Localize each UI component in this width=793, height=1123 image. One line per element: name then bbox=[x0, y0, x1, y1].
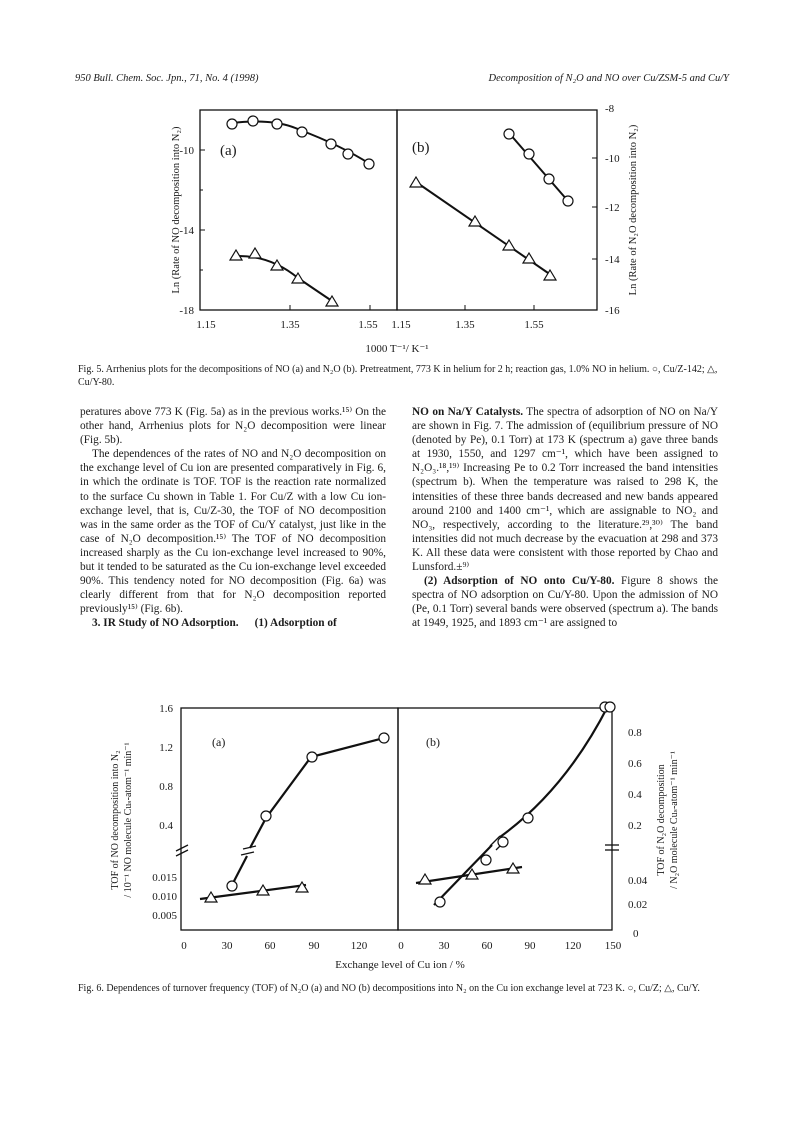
fig6-xtick: 90 bbox=[308, 940, 320, 952]
fig5-right-yticks bbox=[592, 158, 597, 259]
fig5-xtick: 1.35 bbox=[280, 319, 300, 331]
fig6-right-ylabel-unit: / N₂O molecule Cuₛ-atom⁻¹ min⁻¹ bbox=[669, 751, 680, 889]
fig5a-cuz-point bbox=[297, 127, 307, 137]
fig6-xlabel: Exchange level of Cu ion / % bbox=[335, 959, 465, 971]
fig6-xtick: 120 bbox=[350, 940, 368, 952]
fig6-xtick: 150 bbox=[604, 940, 622, 952]
fig5-left-ytick: -10 bbox=[179, 145, 194, 157]
fig5-panel-b-label: (b) bbox=[412, 140, 430, 156]
fig5-right-ytick: -14 bbox=[605, 254, 620, 266]
fig6-panel-b-label: (b) bbox=[426, 735, 440, 749]
fig5b-cuz-point bbox=[563, 196, 573, 206]
fig6-left-ytick: 0.4 bbox=[159, 820, 173, 832]
fig5-left-ytick: -18 bbox=[179, 305, 194, 317]
fig6-xtick: 30 bbox=[221, 940, 233, 952]
fig5b-cuz-point bbox=[524, 149, 534, 159]
fig6-xtick: 0 bbox=[398, 940, 404, 952]
figure-5 bbox=[150, 98, 650, 360]
fig6-left-ytick: 0.8 bbox=[159, 781, 173, 793]
fig5-caption: Fig. 5. Arrhenius plots for the decompositions of NO (a) and N₂O (b). Pretreatment, 773 K in helium for 2 h; reaction gas, 1.0% NO in helium. ○, Cu/Z-142; △, Cu/Y-80. bbox=[78, 364, 718, 388]
fig6-xtick: 120 bbox=[564, 940, 582, 952]
fig5a-cuz-point bbox=[343, 149, 353, 159]
fig6b-cuy-point bbox=[419, 874, 431, 884]
fig6b-cuz-point bbox=[435, 897, 445, 907]
fig6-xtick: 30 bbox=[438, 940, 450, 952]
fig5a-cuy-curve bbox=[236, 256, 332, 301]
fig6b-cuz-curve bbox=[434, 706, 608, 905]
fig6-panel-a-label: (a) bbox=[212, 735, 226, 749]
fig6-right-ytick: 0.2 bbox=[628, 820, 642, 832]
fig6-xtick: 0 bbox=[181, 940, 187, 952]
fig6-xtick: 60 bbox=[264, 940, 276, 952]
fig6-xtick: 60 bbox=[481, 940, 493, 952]
fig5-xtick: 1.15 bbox=[391, 319, 411, 331]
fig5-left-ylabel: Ln (Rate of NO decomposition into N₂) bbox=[171, 126, 182, 294]
fig6-right-ytick: 0.02 bbox=[628, 899, 648, 911]
fig6b-cuz-point bbox=[605, 702, 615, 712]
paragraph-text: The spectra of adsorption of NO on Na/Y are shown in Fig. 7. The admission of (equilibrium pressure of NO (denoted by Pe), 0.1 Torr) at 173 K (spectrum a) gave three bands at 1930, 1550, and 1297 cm⁻¹, which have been assigned to N₂O₃.¹⁸,¹⁹⁾ Increasing Pe to 0.2 Torr increased the band intensities (spectrum b). When the temperature was raised to 298 K, the intensities of these three bands decreased and new bands appeared around 2100 and 1400 cm⁻¹, which are assignable to NO₂ and NO₃, respectively, according to the literature.²⁹,³⁰⁾ The band intensities did not much decrease by the evacuation at 298 and 373 K. All these data were consistent with those reported by Chao and Lunsford.±⁹⁾ bbox=[412, 406, 718, 574]
fig5a-cuz-point bbox=[248, 116, 258, 126]
fig5-right-ylabel: Ln (Rate of N₂O decomposition into N₂) bbox=[628, 124, 639, 296]
fig5-right-ytick: -8 bbox=[605, 103, 615, 115]
paragraph: peratures above 773 K (Fig. 5a) as in the previous works.¹⁵⁾ On the other hand, Arrhenius plots for N₂O decomposition were linear (Fig. 5b). bbox=[80, 406, 386, 447]
fig6a-cuz-point bbox=[261, 811, 271, 821]
paragraph-text: Figure 8 shows the spectra of NO adsorption on Cu/Y-80. Upon the admission of NO (Pe, 0.1 Torr) several bands were observed (spectrum a). The bands at 1949, 1925, and 1893 cm⁻¹ are assigned to bbox=[412, 575, 718, 630]
fig6a-cuz-point bbox=[227, 881, 237, 891]
fig6-markers bbox=[205, 702, 615, 907]
fig5b-cuz-curve bbox=[509, 133, 568, 201]
fig6-left-ylabel-unit: / 10⁻¹ NO molecule Cuₛ-atom⁻¹ min⁻¹ bbox=[123, 742, 134, 898]
fig5a-cuz-point bbox=[364, 159, 374, 169]
fig5-xtick: 1.55 bbox=[358, 319, 378, 331]
fig6a-cuz-point bbox=[379, 733, 389, 743]
subsection-lead: NO on Na/Y Catalysts. bbox=[412, 406, 524, 418]
section-heading-title: 3. IR Study of NO Adsorption. bbox=[92, 617, 239, 630]
fig5-panel-a-label: (a) bbox=[220, 143, 237, 159]
fig5-left-ytick: -14 bbox=[179, 225, 194, 237]
fig6-right-ytick: 0.4 bbox=[628, 789, 642, 801]
fig6-left-ytick: 0.005 bbox=[152, 910, 177, 922]
paragraph bbox=[412, 405, 718, 574]
fig6-left-ytick: 1.2 bbox=[159, 742, 173, 754]
fig6a-cuz-point bbox=[307, 752, 317, 762]
fig6-left-ylabel: TOF of NO decomposition into N₂ bbox=[110, 750, 121, 890]
body-left-column bbox=[80, 405, 386, 631]
running-header-right: Decomposition of N₂O and NO over Cu/ZSM-5 and Cu/Y bbox=[488, 73, 729, 84]
fig5-right-ytick: -12 bbox=[605, 202, 620, 214]
fig6-left-ytick: 1.6 bbox=[159, 703, 173, 715]
subsection-heading: (1) Adsorption of bbox=[254, 617, 337, 630]
fig5b-cuz-point bbox=[544, 174, 554, 184]
fig5b-cuy-point bbox=[469, 216, 481, 226]
fig6a-cuy-curve bbox=[200, 885, 306, 899]
fig6b-cuz-point bbox=[523, 813, 533, 823]
fig5-left-yticks bbox=[200, 150, 205, 270]
fig5-xtick: 1.55 bbox=[524, 319, 544, 331]
fig6-xtick: 90 bbox=[524, 940, 536, 952]
fig6-left-ytick: 0.010 bbox=[152, 891, 177, 903]
fig5b-cuy-point bbox=[503, 240, 515, 250]
fig5-xlabel: 1000 T⁻¹/ K⁻¹ bbox=[365, 343, 429, 355]
fig6a-break bbox=[241, 846, 256, 855]
fig6b-cuz-point bbox=[498, 837, 508, 847]
fig6-left-ytick: 0.015 bbox=[152, 872, 177, 884]
fig5a-cuy-point bbox=[271, 260, 283, 270]
running-header-left: 950 Bull. Chem. Soc. Jpn., 71, No. 4 (1998) bbox=[75, 73, 259, 84]
fig6-caption: Fig. 6. Dependences of turnover frequency (TOF) of N₂O (a) and NO (b) decompositions into N₂ on the Cu ion exchange level at 723 K. ○, Cu/Z; △, Cu/Y. bbox=[78, 983, 700, 994]
fig5-right-ytick: -10 bbox=[605, 153, 620, 165]
figure-6 bbox=[100, 698, 700, 976]
fig5b-cuy-point bbox=[410, 177, 422, 187]
fig5a-cuz-point bbox=[272, 119, 282, 129]
fig5-xtick: 1.35 bbox=[455, 319, 475, 331]
fig6b-cuz-point bbox=[481, 855, 491, 865]
fig5-right-ytick: -16 bbox=[605, 305, 620, 317]
fig5b-cuz-point bbox=[504, 129, 514, 139]
subsection-lead: (2) Adsorption of NO onto Cu/Y-80. bbox=[424, 575, 615, 588]
fig6-right-ytick: 0.8 bbox=[628, 727, 642, 739]
fig6-right-ytick: 0 bbox=[633, 928, 639, 940]
fig5a-cuy-point bbox=[249, 248, 261, 258]
fig5a-cuz-point bbox=[326, 139, 336, 149]
fig6-right-ytick: 0.04 bbox=[628, 875, 648, 887]
paragraph bbox=[412, 574, 718, 630]
fig5-markers bbox=[227, 116, 573, 306]
fig6-right-ytick: 0.6 bbox=[628, 758, 642, 770]
fig6-right-ylabel: TOF of N₂O decomposition bbox=[656, 764, 667, 876]
paragraph: The dependences of the rates of NO and N₂O decomposition on the exchange level of Cu ion are presented comparatively in Fig. 6, in which the ordinate is TOF. TOF is the reaction rate normalized to the surface Cu shown in Table 1. For Cu/Z with a low Cu ion-exchange level, that is, Cu/Z-30, the TOF of NO decomposition was in the same order as the TOF of Cu/Y catalyst, just like in the case of N₂O decomposition.¹⁵⁾ The TOF of NO decomposition increased sharply as the Cu ion-exchange level increased to 90%, but it tended to be saturated as the Cu ion-exchange level exceeded 90%. This tendency noted for NO decomposition (Fig. 6a) was clearly different from that for N₂O decomposition reported previously¹⁵⁾ (Fig. 6b). bbox=[80, 448, 386, 616]
body-right-column bbox=[412, 405, 718, 631]
fig5a-cuz-point bbox=[227, 119, 237, 129]
fig5-xtick: 1.15 bbox=[196, 319, 216, 331]
section-heading bbox=[80, 616, 386, 630]
